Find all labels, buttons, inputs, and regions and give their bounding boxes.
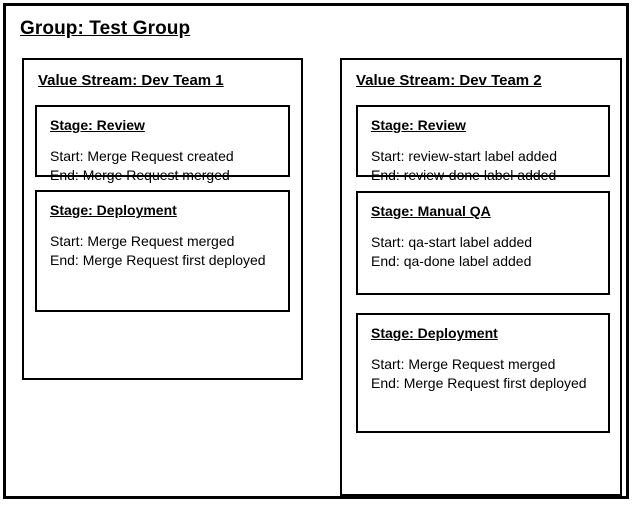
stage-end-event: End: Merge Request first deployed bbox=[50, 252, 266, 268]
stage-start-event: Start: review-start label added bbox=[371, 148, 557, 164]
group-title: Group: Test Group bbox=[20, 18, 191, 39]
stage-end-event: End: Merge Request merged bbox=[50, 167, 230, 183]
stage-box-deployment bbox=[356, 313, 610, 433]
stage-end-event: End: review-done label added bbox=[371, 167, 557, 183]
stage-box-manual-qa bbox=[356, 191, 610, 295]
stage-end-event: End: Merge Request first deployed bbox=[371, 375, 587, 391]
value-stream-dev-team-2 bbox=[340, 58, 622, 496]
stage-title: Stage: Review bbox=[50, 117, 145, 133]
stage-end-event: End: qa-done label added bbox=[371, 253, 532, 269]
stage-start-event: Start: Merge Request merged bbox=[50, 233, 235, 249]
stage-title: Stage: Deployment bbox=[50, 202, 177, 218]
stage-title: Stage: Manual QA bbox=[371, 203, 491, 219]
stage-start-event: Start: qa-start label added bbox=[371, 234, 533, 250]
stage-box-deployment bbox=[35, 190, 290, 312]
stage-box-review bbox=[356, 105, 610, 183]
stage-title: Stage: Deployment bbox=[371, 325, 498, 341]
value-stream-dev-team-1 bbox=[22, 58, 303, 380]
group-frame bbox=[3, 3, 629, 499]
stage-title: Stage: Review bbox=[371, 117, 466, 133]
value-stream-title: Value Stream: Dev Team 1 bbox=[38, 72, 224, 89]
value-stream-title: Value Stream: Dev Team 2 bbox=[356, 72, 542, 89]
stage-box-review bbox=[35, 105, 290, 183]
stage-start-event: Start: Merge Request merged bbox=[371, 356, 556, 372]
stage-start-event: Start: Merge Request created bbox=[50, 148, 234, 164]
